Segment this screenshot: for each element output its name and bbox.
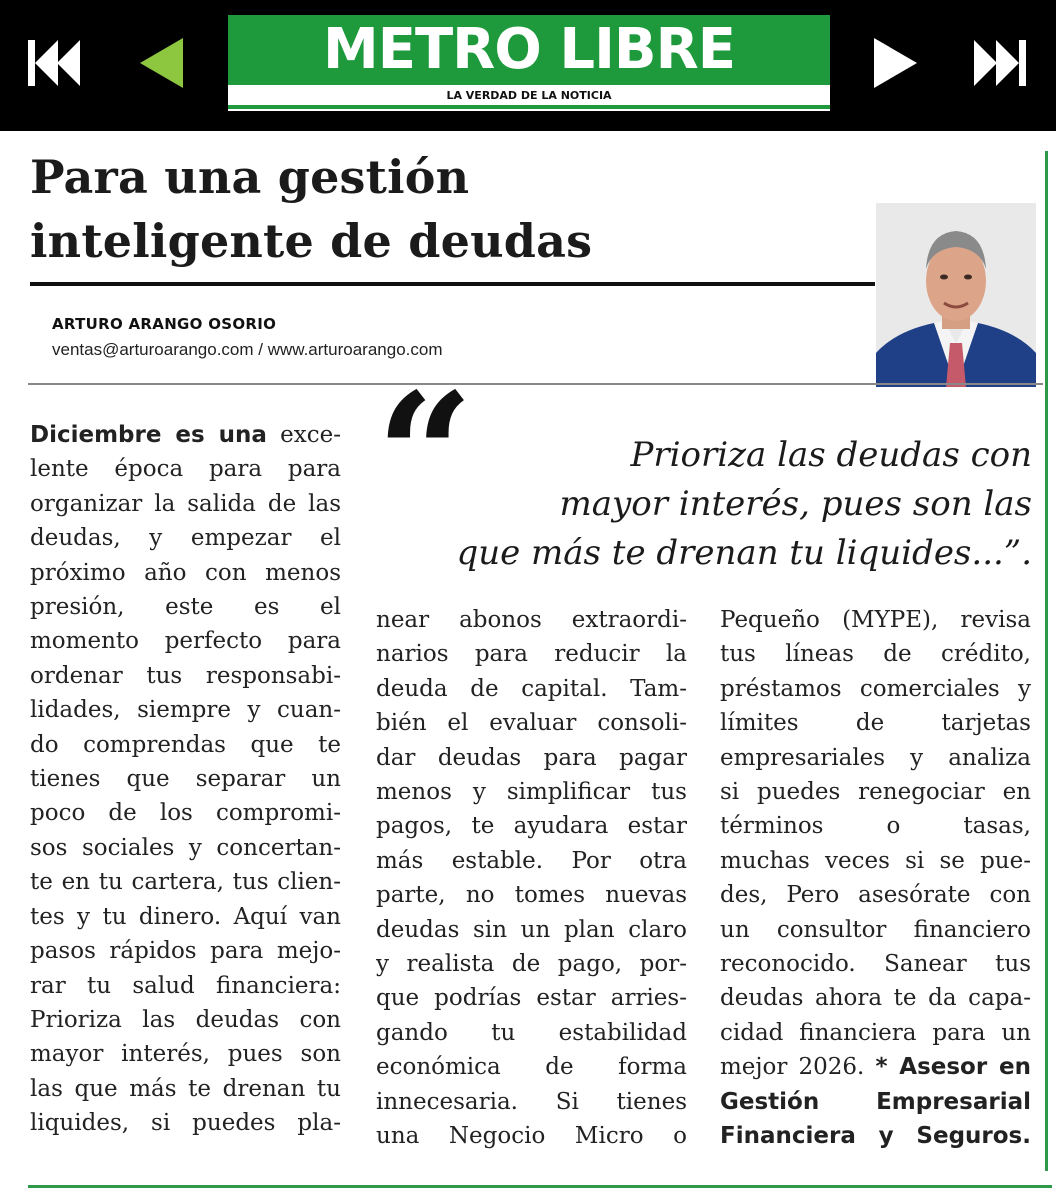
body-line: dar deudas para pagar xyxy=(376,744,687,771)
author-portrait-image xyxy=(876,203,1036,387)
viewer-toolbar xyxy=(0,0,1056,131)
previous-page-button[interactable] xyxy=(128,28,198,98)
quote-mark-icon: “ xyxy=(376,356,474,556)
first-page-icon xyxy=(18,28,88,98)
next-page-icon xyxy=(860,28,930,98)
body-line: innecesaria. Si tienes xyxy=(376,1088,687,1115)
body-line: deudas sin un plan claro xyxy=(376,916,687,943)
previous-page-icon xyxy=(128,28,198,98)
body-line: poco de los compromi- xyxy=(30,800,341,827)
last-page-icon xyxy=(966,28,1036,98)
body-line: tus líneas de crédito, xyxy=(720,641,1031,668)
masthead-banner xyxy=(228,15,830,85)
body-line: menos y simplificar tus xyxy=(376,779,687,806)
body-line: ordenar tus responsabi- xyxy=(30,662,341,689)
author-name: ARTURO ARANGO OSORIO xyxy=(52,315,277,333)
body-line: límites de tarjetas xyxy=(720,710,1031,737)
body-line: y realista de pago, por- xyxy=(376,951,687,978)
body-line: lidades, siempre y cuan- xyxy=(30,697,341,724)
body-line: términos o tasas, xyxy=(720,813,1031,840)
body-line: deuda de capital. Tam- xyxy=(376,675,687,702)
body-line: rar tu salud financiera: xyxy=(30,972,341,999)
author-signature-start: * Asesor en xyxy=(875,1054,1031,1081)
body-line: mayor interés, pues son xyxy=(30,1041,341,1068)
body-column-2 xyxy=(376,603,687,1154)
page-border-bottom xyxy=(28,1185,1052,1188)
pull-quote-line: Prioriza las deudas con xyxy=(630,435,1032,475)
body-line: pasos rápidos para mejo- xyxy=(30,938,341,965)
lead-in-rest: exce- xyxy=(266,422,341,448)
body-line: deudas ahora te da capa- xyxy=(720,985,1031,1012)
lead-in-bold: Diciembre es una xyxy=(30,422,267,448)
body-line: muchas veces si se pue- xyxy=(720,847,1031,874)
closing-text: mejor 2026. xyxy=(720,1054,876,1081)
first-page-button[interactable] xyxy=(18,28,88,98)
body-line: organizar la salida de las xyxy=(30,490,341,517)
masthead-logo[interactable] xyxy=(228,15,830,111)
body-line: near abonos extraordi- xyxy=(376,607,687,633)
body-line: liquides, si puedes pla- xyxy=(30,1110,341,1137)
body-line: cidad financiera para un xyxy=(720,1019,1031,1046)
body-line: deudas, y empezar el xyxy=(30,525,341,552)
author-contact: ventas@arturoarango.com / www.arturoarango.com xyxy=(52,340,443,359)
pull-quote xyxy=(400,431,1032,578)
masthead-underline xyxy=(228,105,830,109)
next-page-button[interactable] xyxy=(860,28,930,98)
body-line: te en tu cartera, tus clien- xyxy=(30,869,341,896)
body-line: pagos, te ayudara estar xyxy=(376,813,687,840)
body-line: momento perfecto para xyxy=(30,628,341,655)
body-line: las que más te drenan tu xyxy=(30,1075,341,1102)
author-signature-line: Financiera y Seguros. xyxy=(720,1123,1031,1150)
body-line: próximo año con menos xyxy=(30,559,341,586)
headline-line: inteligente de deudas xyxy=(30,214,593,268)
body-line: económica de forma xyxy=(376,1054,687,1081)
body-line: presión, este es el xyxy=(30,594,341,621)
byline-divider xyxy=(28,383,1043,385)
body-column-3 xyxy=(720,603,1031,1154)
body-line: lente época para para xyxy=(30,456,341,483)
headline-divider xyxy=(30,282,875,286)
body-line: tienes que separar un xyxy=(30,766,341,793)
article-headline xyxy=(30,145,850,273)
article-page xyxy=(0,131,1056,1200)
body-line: empresariales y analiza xyxy=(720,744,1031,771)
body-line xyxy=(720,1050,1031,1084)
headline-line: Para una gestión xyxy=(30,150,470,204)
body-line: do comprendas que te xyxy=(30,731,341,758)
pull-quote-line: mayor interés, pues son las xyxy=(559,484,1032,524)
body-line: gando tu estabilidad xyxy=(376,1019,687,1046)
body-line: bién el evaluar consoli- xyxy=(376,710,687,737)
last-page-button[interactable] xyxy=(966,28,1036,98)
body-line: Prioriza las deudas con xyxy=(30,1006,341,1033)
body-line: que podrías estar arries- xyxy=(376,985,687,1012)
body-line: una Negocio Micro o xyxy=(376,1123,687,1150)
body-line: más estable. Por otra xyxy=(376,847,687,874)
page-border-right xyxy=(1045,151,1048,1171)
body-line: reconocido. Sanear tus xyxy=(720,951,1031,978)
body-line: Pequeño (MYPE), revisa xyxy=(720,607,1031,633)
masthead-title: METRO LIBRE xyxy=(323,17,735,82)
pull-quote-line: que más te drenan tu liquides...”. xyxy=(456,533,1032,573)
body-line: narios para reducir la xyxy=(376,641,687,668)
masthead-tagline: LA VERDAD DE LA NOTICIA xyxy=(446,89,612,102)
body-line: si puedes renegociar en xyxy=(720,779,1031,806)
body-column-1 xyxy=(30,418,341,1141)
body-line: préstamos comerciales y xyxy=(720,675,1031,702)
body-line: un consultor financiero xyxy=(720,916,1031,943)
body-line: des, Pero asesórate con xyxy=(720,882,1031,909)
author-signature-line: Gestión Empresarial xyxy=(720,1088,1031,1115)
body-line: sos sociales y concertan- xyxy=(30,834,341,861)
body-line: tes y tu dinero. Aquí van xyxy=(30,903,341,930)
body-line: parte, no tomes nuevas xyxy=(376,882,687,909)
body-line xyxy=(30,418,341,452)
author-photo xyxy=(876,203,1036,387)
